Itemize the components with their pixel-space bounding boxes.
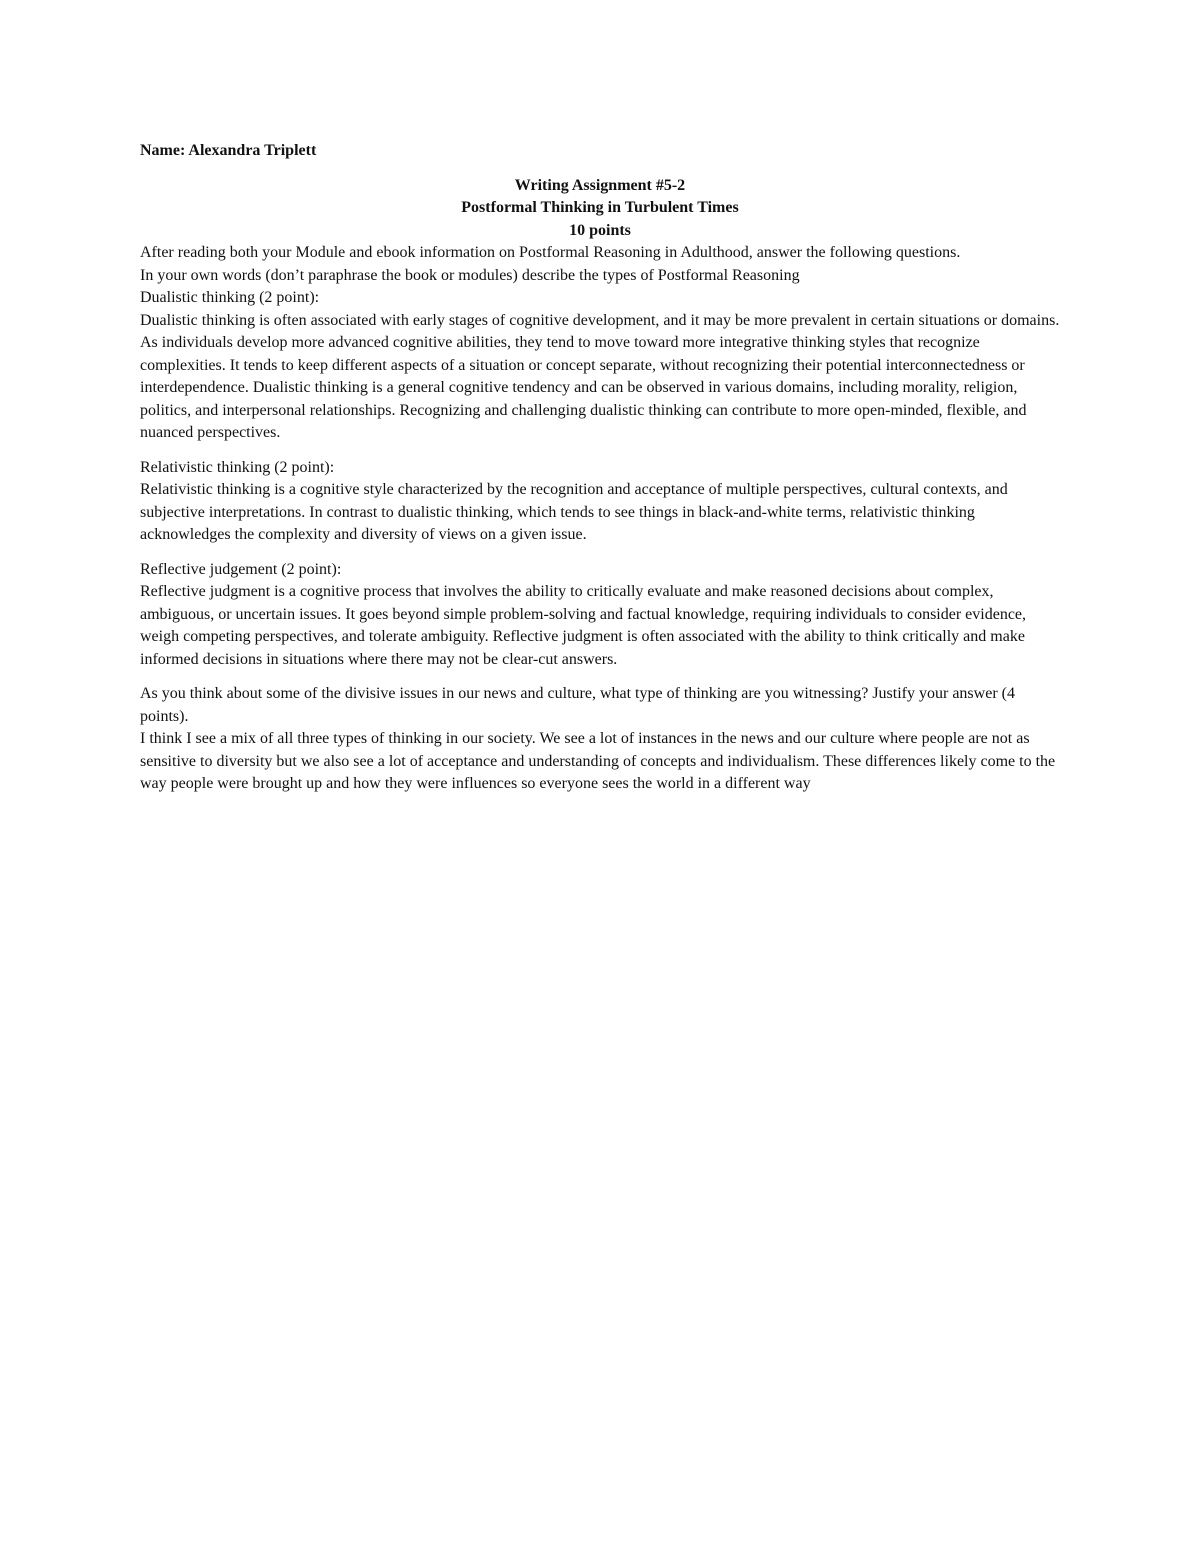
assignment-title-block: [140, 175, 1060, 243]
dualistic-answer: Dualistic thinking is often associated with early stages of cognitive development, and it may be more prevalent in certain situations or domains. As individuals develop more advanced cognitive abilities, they tend to move toward more integrative thinking styles that recognize complexities. It tends to keep different aspects of a situation or concept separate, without recognizing their potential interconnectedness or interdependence. Dualistic thinking is a general cognitive tendency and can be observed in various domains, including morality, religion, politics, and interpersonal relationships. Recognizing and challenging dualistic thinking can contribute to more open-minded, flexible, and nuanced perspectives.: [140, 311, 1060, 441]
reflective-answer: Reflective judgment is a cognitive process that involves the ability to critically evaluate and make reasoned decisions about complex, ambiguous, or uncertain issues. It goes beyond simple problem-solving and factual knowledge, requiring individuals to consider evidence, weigh competing perspectives, and tolerate ambiguity. Reflective judgment is often associated with the ability to think critically and make informed decisions in situations where there may not be clear-cut answers.: [140, 583, 1027, 668]
prompt-text: In your own words (don’t paraphrase the book or modules) describe the types of Postformal Reasoning: [140, 266, 800, 284]
assignment-subtitle: Postformal Thinking in Turbulent Times: [461, 199, 739, 216]
relativistic-answer: Relativistic thinking is a cognitive style characterized by the recognition and acceptance of multiple perspectives, cultural contexts, and subjective interpretations. In contrast to dualistic thinking, which tends to see things in black-and-white terms, relativistic thinking acknowledges the complexity and diversity of views on a given issue.: [140, 481, 1008, 543]
relativistic-heading: Relativistic thinking (2 point):: [140, 458, 335, 476]
divisive-answer: I think I see a mix of all three types of thinking in our society. We see a lot of instances in the news and our culture where people are not as sensitive to diversity but we also see a lot of acceptance and understanding of concepts and individualism. These differences likely come to the way people were brought up and how they were influences so everyone sees the world in a different way: [140, 730, 1056, 792]
reflective-heading: Reflective judgement (2 point):: [140, 560, 342, 578]
instructions-text: After reading both your Module and ebook information on Postformal Reasoning in Adulthood, answer the following questions.: [140, 244, 961, 261]
dualistic-heading: Dualistic thinking (2 point):: [140, 289, 320, 306]
assignment-title: Writing Assignment #5-2: [514, 176, 686, 194]
assignment-points: 10 points: [569, 221, 631, 239]
student-name: Name: Alexandra Triplett: [140, 142, 317, 159]
divisive-question: As you think about some of the divisive issues in our news and culture, what type of thinking are you witnessing? Justify your answer (4 points).: [140, 685, 1015, 725]
document-page: [140, 140, 1060, 796]
